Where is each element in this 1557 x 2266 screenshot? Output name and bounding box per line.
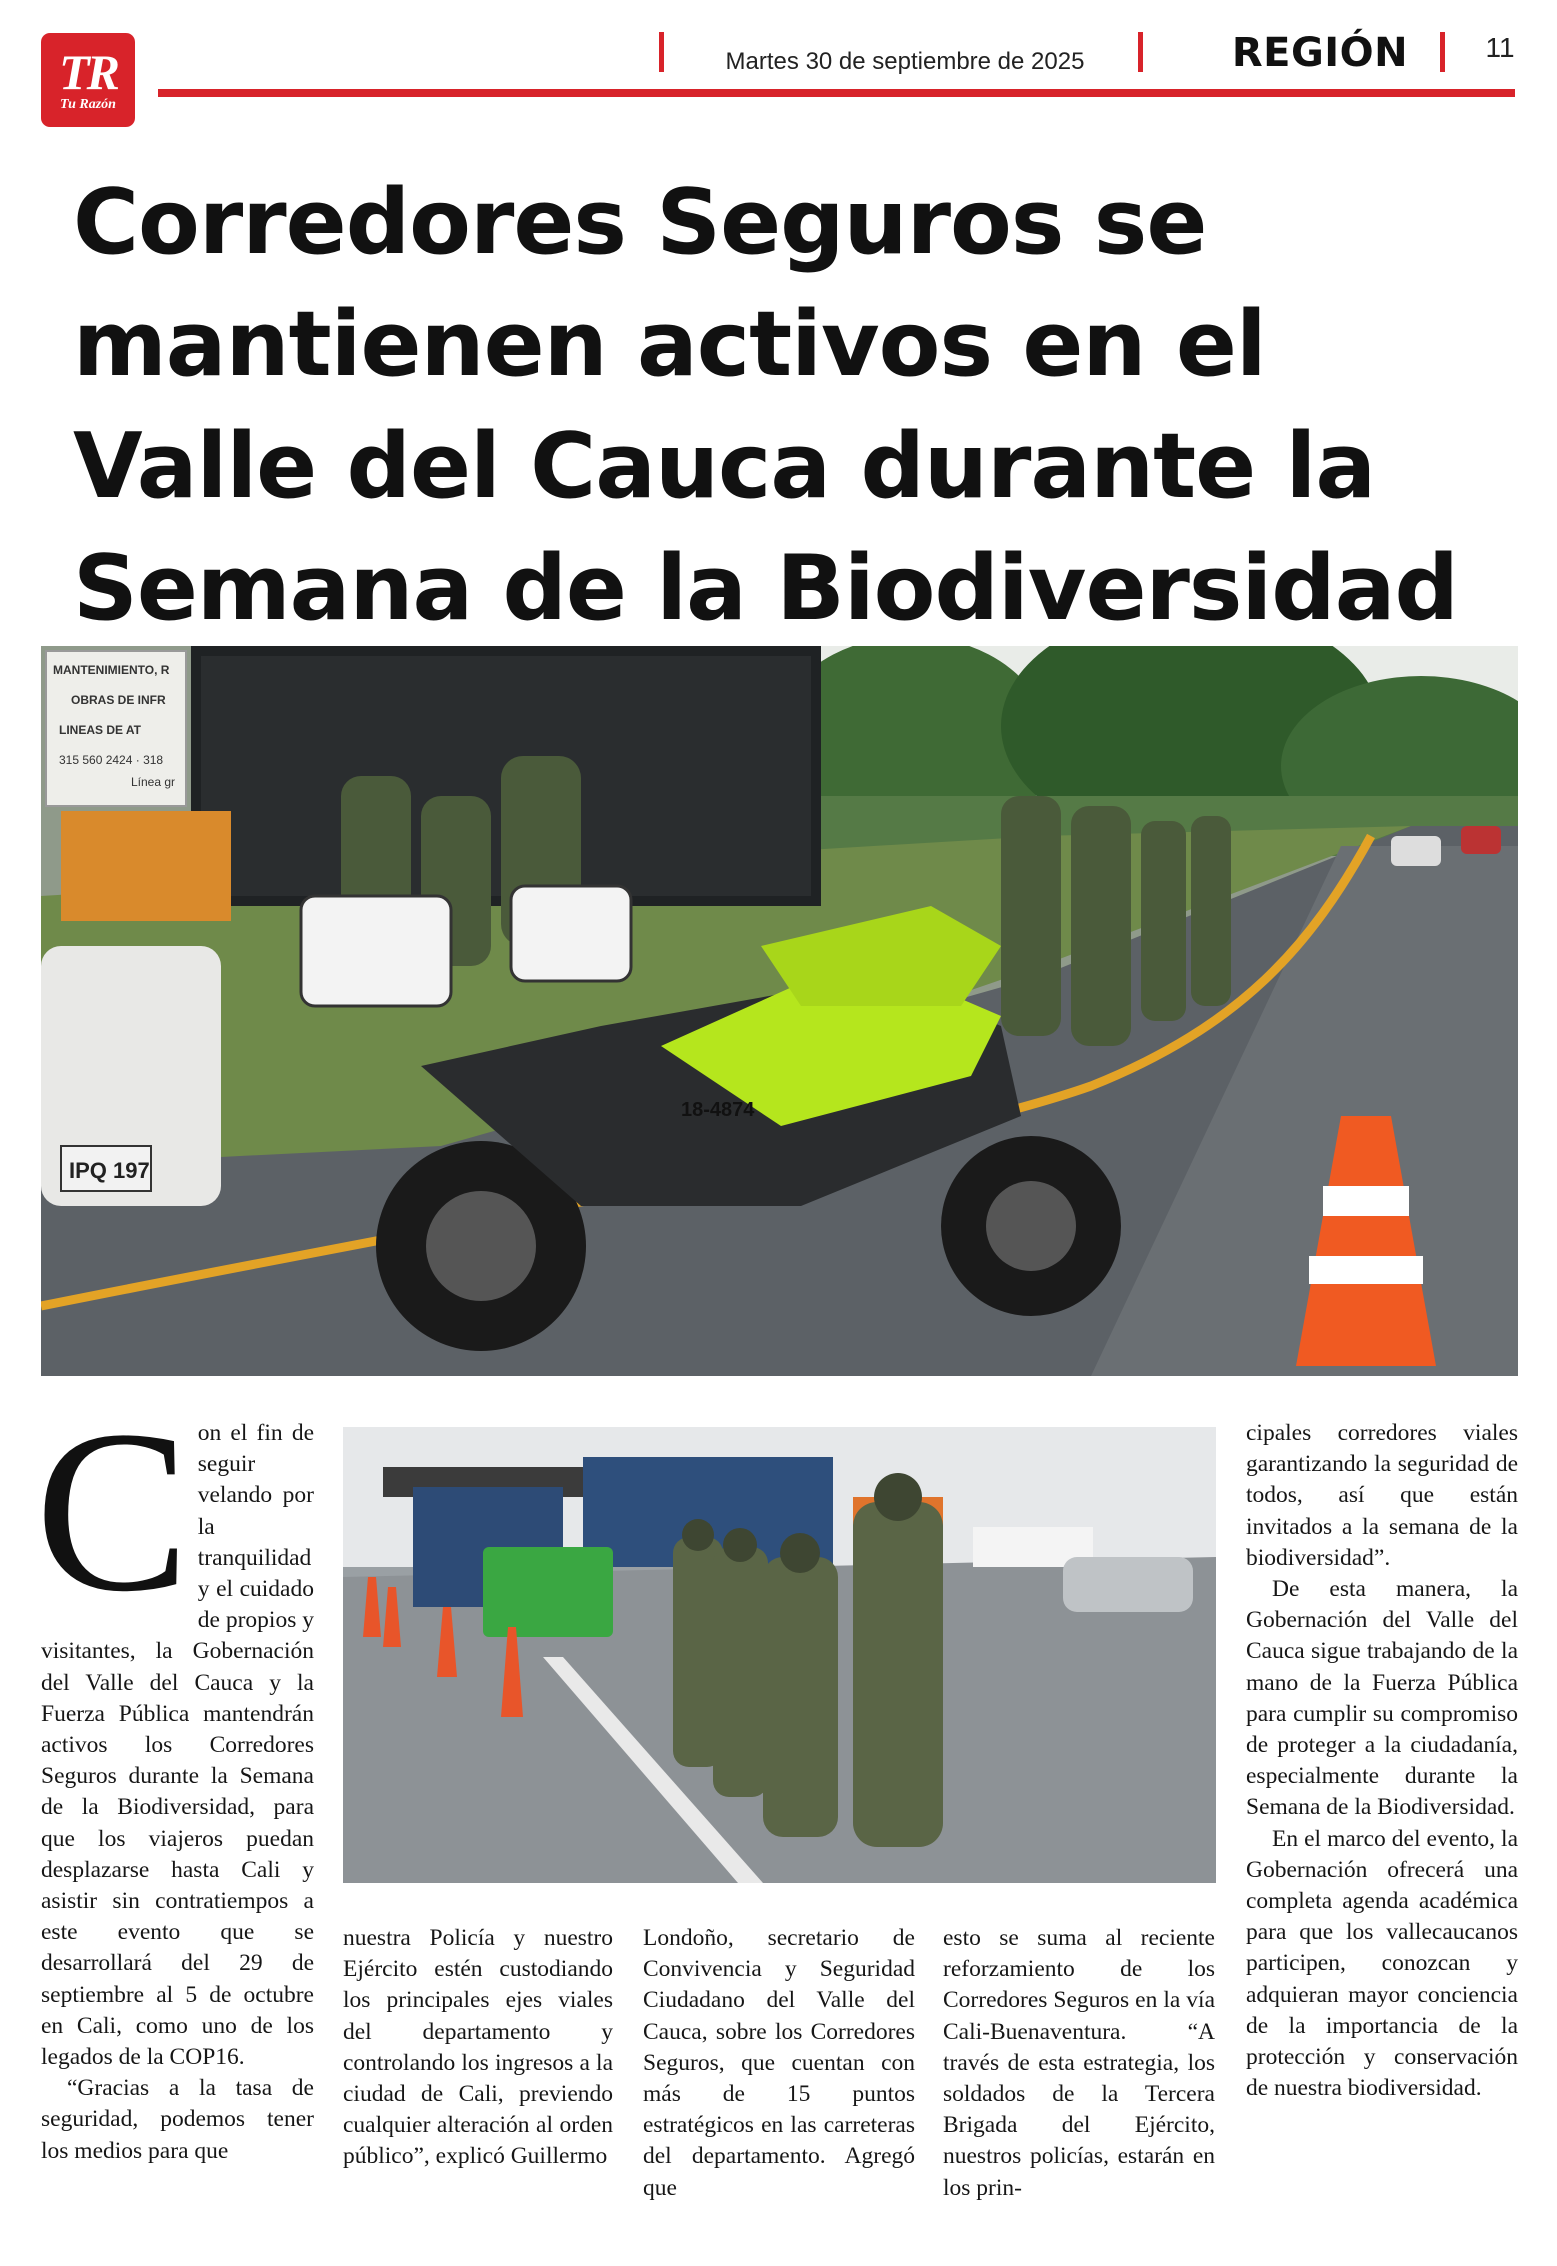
article-headline: Corredores Seguros se mantienen activos en el Valle del Cauca durante la Semana de la Biodiversidad bbox=[73, 170, 1458, 641]
toll-checkpoint-illustration bbox=[343, 1427, 1216, 1883]
newspaper-logo bbox=[41, 33, 135, 127]
article-paragraph: De esta manera, la Gobernación del Valle del Cauca sigue trabajando de la mano de la Fuerza Pública para cumplir su compromiso de proteger a la ciudadanía, especialmente durante la Semana de la Biodiversidad. bbox=[1246, 1576, 1518, 1821]
article-paragraph: on el fin de seguir velando por la tranquilidad y el cuidado de propios y visitantes, la Gobernación del Valle del Cauca y la Fuerza Pública mantendrán activos los Corredores Seguros durante la Semana de la Biodiversidad, para que los viajeros puedan desplazarse hasta Cali y asistir sin contratiempos a este evento que se desarrollará del 29 de septiembre al 5 de octubre en Cali, como uno de los legados de la COP16. bbox=[41, 1420, 314, 2071]
inset-photo bbox=[343, 1427, 1216, 1883]
bike-plate: 18-4874 bbox=[681, 1099, 755, 1121]
article-column-1 bbox=[35, 1383, 314, 2167]
article-paragraph: Londoño, secretario de Convivencia y Seguridad Ciudadano del Valle del Cauca, sobre los Corredores Seguros, que cuentan con más de 15 puntos estratégicos en las carreteras del departamento. Agregó que bbox=[643, 1925, 915, 2201]
article-paragraph: cipales corredores viales garantizando la seguridad de todos, así que están invitados a la semana de la biodiversidad”. bbox=[1246, 1420, 1518, 1571]
article-paragraph: esto se suma al reciente reforzamiento de los Corredores Seguros en la vía Cali-Buenaventura. “A través de esta estrategia, los soldados de la Tercera Brigada del Ejército, nuestros policías, estarán en los prin- bbox=[943, 1925, 1215, 2201]
logo-subtitle: Tu Razón bbox=[60, 97, 116, 112]
vehicle-plate: IPQ 197 bbox=[69, 1158, 150, 1183]
section-label: REGIÓN bbox=[1231, 30, 1409, 76]
issue-date: Martes 30 de septiembre de 2025 bbox=[725, 48, 1085, 75]
article-paragraph: nuestra Policía y nuestro Ejército estén custodiando los principales ejes viales del departamento y controlando los ingresos a la ciudad de Cali, previendo cualquier alteración al orden público”, explicó Guillermo bbox=[343, 1925, 613, 2170]
article-column-5 bbox=[1246, 1418, 1518, 2104]
main-photo bbox=[41, 646, 1518, 1376]
header-divider bbox=[659, 32, 664, 72]
article-paragraph: En el marco del evento, la Gobernación ofrecerá una completa agenda académica para que los vallecaucanos participen, conozcan y adquieran mayor conciencia de la importancia de la protección y conservación de nuestra biodiversidad. bbox=[1246, 1825, 1518, 2102]
sign-text: OBRAS DE INFR bbox=[71, 693, 166, 707]
logo-mark: TR bbox=[59, 44, 117, 100]
drop-cap: C bbox=[35, 1383, 190, 1640]
sign-text: 315 560 2424 · 318 bbox=[59, 753, 164, 767]
article-column-2 bbox=[343, 1923, 613, 2173]
article-column-3 bbox=[643, 1923, 915, 2204]
sign-text: Línea gr bbox=[131, 775, 176, 789]
page-number: 11 bbox=[1485, 32, 1515, 63]
article-paragraph: “Gracias a la tasa de seguridad, podemos tener los medios para que bbox=[41, 2075, 314, 2164]
sign-text: MANTENIMIENTO, R bbox=[53, 663, 170, 677]
article-column-4 bbox=[943, 1923, 1215, 2204]
checkpoint-photo-illustration bbox=[41, 646, 1518, 1376]
sign-text: LINEAS DE AT bbox=[59, 723, 142, 737]
header-rule bbox=[158, 89, 1515, 97]
header-divider bbox=[1440, 32, 1445, 72]
